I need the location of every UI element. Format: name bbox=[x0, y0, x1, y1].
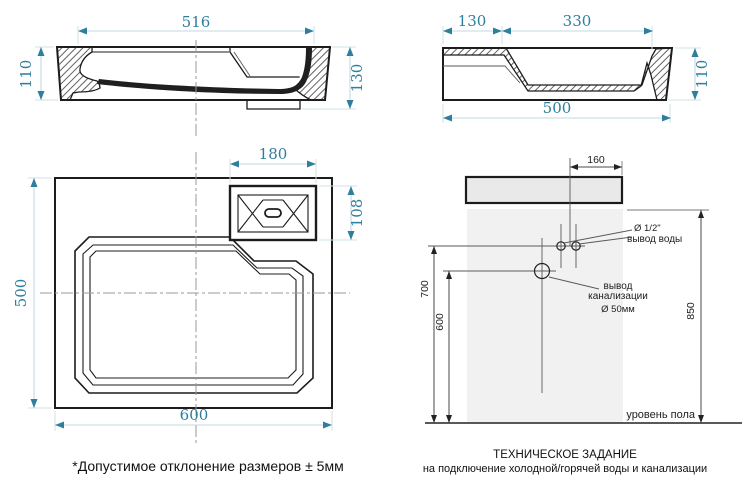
front-recess-inner-line bbox=[234, 52, 250, 76]
front-section-view bbox=[17, 13, 366, 136]
side-dim-bowl: 330 bbox=[562, 12, 592, 30]
front-dim-width: 516 bbox=[181, 13, 211, 31]
tolerance-note: *Допустимое отклонение размеров ± 5мм bbox=[72, 458, 344, 474]
front-right-wall-hatched bbox=[294, 47, 330, 100]
side-inner-edge-line bbox=[443, 66, 520, 83]
drain-size-label: Ø 50мм bbox=[601, 304, 635, 315]
install-dim-drain-height: 600 bbox=[434, 313, 446, 331]
side-dim-ledge: 130 bbox=[457, 12, 487, 30]
top-basin-outer-rim bbox=[75, 237, 313, 393]
front-dim110-extlines bbox=[35, 47, 58, 100]
side-outline bbox=[443, 48, 672, 100]
drain-outlet-label-line2: канализации bbox=[588, 291, 648, 302]
install-dim-offset: 160 bbox=[587, 154, 605, 166]
side-dim-length: 500 bbox=[542, 99, 572, 117]
top-view bbox=[12, 145, 366, 446]
top-dim-faucet-width: 180 bbox=[258, 145, 288, 163]
front-dim-height-right: 130 bbox=[348, 63, 366, 93]
top-dim-faucet-depth: 108 bbox=[348, 198, 366, 228]
top-dim-width: 600 bbox=[179, 406, 209, 424]
front-dim-height-left: 110 bbox=[17, 59, 35, 89]
top-overflow-slot bbox=[265, 209, 281, 217]
front-basin-floor-band bbox=[97, 47, 312, 94]
install-dim-water-height: 700 bbox=[419, 280, 431, 298]
water-outlet-label: вывод воды bbox=[627, 234, 683, 245]
install-sink-silhouette bbox=[466, 177, 622, 203]
water-size-label: Ø 1/2" bbox=[634, 223, 661, 234]
spec-subtitle: на подключение холодной/горячей воды и канализации bbox=[422, 463, 708, 475]
top-dim-depth: 500 bbox=[12, 278, 30, 308]
side-section-view bbox=[443, 12, 711, 123]
footer-captions bbox=[72, 449, 707, 475]
side-ceramic-profile-hatched bbox=[443, 48, 672, 100]
install-dim-total-height: 850 bbox=[685, 302, 697, 320]
floor-level-label: уровень пола bbox=[626, 409, 695, 421]
side-dim-height: 110 bbox=[693, 59, 711, 89]
front-drain-sump bbox=[247, 100, 300, 109]
front-left-wall-hatched bbox=[57, 47, 100, 100]
installation-diagram bbox=[419, 154, 742, 423]
drain-outlet-label-line1: вывод bbox=[603, 281, 633, 292]
spec-title: ТЕХНИЧЕСКОЕ ЗАДАНИЕ bbox=[493, 449, 637, 461]
